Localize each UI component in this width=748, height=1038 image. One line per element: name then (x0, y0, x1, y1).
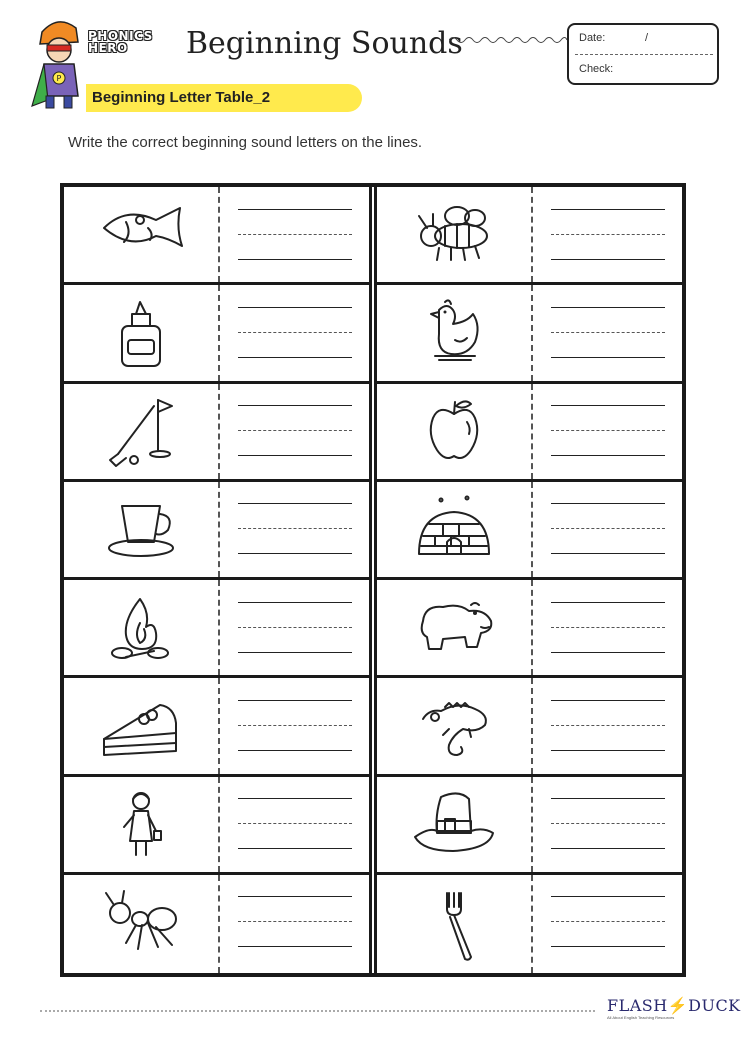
cell-divider (218, 187, 220, 282)
table-row (64, 482, 369, 580)
dashed-guide-line (238, 725, 352, 726)
table-row (377, 187, 682, 285)
instruction-text: Write the correct beginning sound letters on the lines. (68, 134, 423, 151)
bee-icon (409, 198, 499, 272)
cell-divider (531, 678, 533, 773)
picture-cell (64, 678, 218, 773)
cell-divider (531, 285, 533, 380)
table-row (377, 384, 682, 482)
picture-cell (64, 285, 218, 380)
girl-icon (96, 787, 186, 861)
picture-cell (377, 678, 531, 773)
left-column (64, 187, 369, 973)
solid-writing-line (551, 652, 665, 653)
dashed-guide-line (551, 823, 665, 824)
solid-writing-line (238, 798, 352, 799)
footer-dotted-line (40, 1010, 595, 1012)
hen-icon (409, 296, 499, 370)
cell-divider (531, 482, 533, 577)
fish-icon (96, 198, 186, 272)
cell-divider (218, 777, 220, 872)
pie-icon (96, 689, 186, 763)
picture-cell (64, 580, 218, 675)
solid-writing-line (551, 357, 665, 358)
solid-writing-line (238, 750, 352, 751)
solid-writing-line (238, 405, 352, 406)
cell-divider (218, 678, 220, 773)
solid-writing-line (551, 798, 665, 799)
solid-writing-line (551, 700, 665, 701)
date-divider (575, 54, 713, 55)
solid-writing-line (238, 652, 352, 653)
picture-cell (64, 777, 218, 872)
dashed-guide-line (238, 823, 352, 824)
solid-writing-line (551, 896, 665, 897)
dashed-guide-line (551, 725, 665, 726)
picture-cell (64, 187, 218, 282)
logo-left: FLASH (607, 996, 668, 1015)
picture-cell (377, 875, 531, 973)
svg-text:P: P (56, 74, 62, 83)
solid-writing-line (238, 946, 352, 947)
solid-writing-line (238, 896, 352, 897)
solid-writing-line (551, 553, 665, 554)
cell-divider (218, 384, 220, 479)
picture-cell (64, 875, 218, 973)
right-column (377, 187, 682, 973)
subtitle: Beginning Letter Table_2 (92, 89, 271, 106)
solid-writing-line (238, 259, 352, 260)
logo-tagline: All About English Teaching Resources (607, 1015, 675, 1020)
fork-icon (409, 887, 499, 961)
solid-writing-line (551, 209, 665, 210)
picture-cell (377, 482, 531, 577)
lightning-bolt-icon: ⚡ (667, 996, 689, 1015)
golf-icon (96, 394, 186, 468)
squiggle-divider-icon (449, 34, 567, 46)
table-row (377, 777, 682, 875)
subtitle-banner (86, 84, 362, 112)
check-label: Check: (579, 63, 614, 75)
dashed-guide-line (238, 627, 352, 628)
picture-cell (377, 384, 531, 479)
picture-cell (64, 384, 218, 479)
solid-writing-line (238, 700, 352, 701)
solid-writing-line (238, 307, 352, 308)
column-divider (369, 187, 377, 973)
dashed-guide-line (238, 332, 352, 333)
picture-cell (64, 482, 218, 577)
dashed-guide-line (238, 921, 352, 922)
date-label: Date: (579, 32, 606, 44)
glue-icon (96, 296, 186, 370)
solid-writing-line (551, 503, 665, 504)
solid-writing-line (238, 209, 352, 210)
fire-icon (96, 591, 186, 665)
page-title: Beginning Sounds (186, 26, 463, 61)
brand-line-2: HERO (88, 41, 128, 55)
solid-writing-line (551, 848, 665, 849)
dashed-guide-line (551, 430, 665, 431)
brand-line-1: PHONICS (88, 29, 153, 43)
solid-writing-line (551, 455, 665, 456)
hippo-icon (409, 591, 499, 665)
solid-writing-line (238, 357, 352, 358)
worksheet-table (60, 183, 686, 977)
solid-writing-line (238, 602, 352, 603)
dashed-guide-line (551, 627, 665, 628)
table-row (64, 187, 369, 285)
table-row (64, 580, 369, 678)
solid-writing-line (551, 405, 665, 406)
cup-icon (96, 492, 186, 566)
phonics-hero-mascot-icon (28, 14, 90, 114)
brand-logo (88, 30, 153, 54)
cell-divider (218, 285, 220, 380)
solid-writing-line (551, 602, 665, 603)
table-row (64, 875, 369, 973)
hat-icon (409, 787, 499, 861)
solid-writing-line (238, 848, 352, 849)
date-check-box (567, 23, 719, 85)
table-row (377, 875, 682, 973)
solid-writing-line (551, 750, 665, 751)
dashed-guide-line (238, 528, 352, 529)
date-separator: / (645, 32, 649, 44)
cell-divider (218, 580, 220, 675)
table-row (64, 384, 369, 482)
flashduck-logo (607, 996, 741, 1020)
table-row (64, 777, 369, 875)
cell-divider (531, 875, 533, 973)
dashed-guide-line (551, 332, 665, 333)
picture-cell (377, 777, 531, 872)
dashed-guide-line (551, 528, 665, 529)
ant-icon (96, 887, 186, 961)
picture-cell (377, 285, 531, 380)
solid-writing-line (238, 455, 352, 456)
picture-cell (377, 187, 531, 282)
cell-divider (531, 777, 533, 872)
dashed-guide-line (238, 234, 352, 235)
solid-writing-line (551, 259, 665, 260)
cell-divider (218, 875, 220, 973)
cell-divider (531, 187, 533, 282)
dashed-guide-line (551, 234, 665, 235)
dashed-guide-line (238, 430, 352, 431)
solid-writing-line (238, 503, 352, 504)
table-row (64, 285, 369, 383)
dashed-guide-line (551, 921, 665, 922)
solid-writing-line (238, 553, 352, 554)
apple-icon (409, 394, 499, 468)
cell-divider (531, 580, 533, 675)
cell-divider (531, 384, 533, 479)
picture-cell (377, 580, 531, 675)
table-row (64, 678, 369, 776)
igloo-icon (409, 492, 499, 566)
table-row (377, 482, 682, 580)
cell-divider (218, 482, 220, 577)
solid-writing-line (551, 946, 665, 947)
table-row (377, 285, 682, 383)
solid-writing-line (551, 307, 665, 308)
table-row (377, 580, 682, 678)
chameleon-icon (409, 689, 499, 763)
table-row (377, 678, 682, 776)
logo-right: DUCK (688, 996, 741, 1015)
